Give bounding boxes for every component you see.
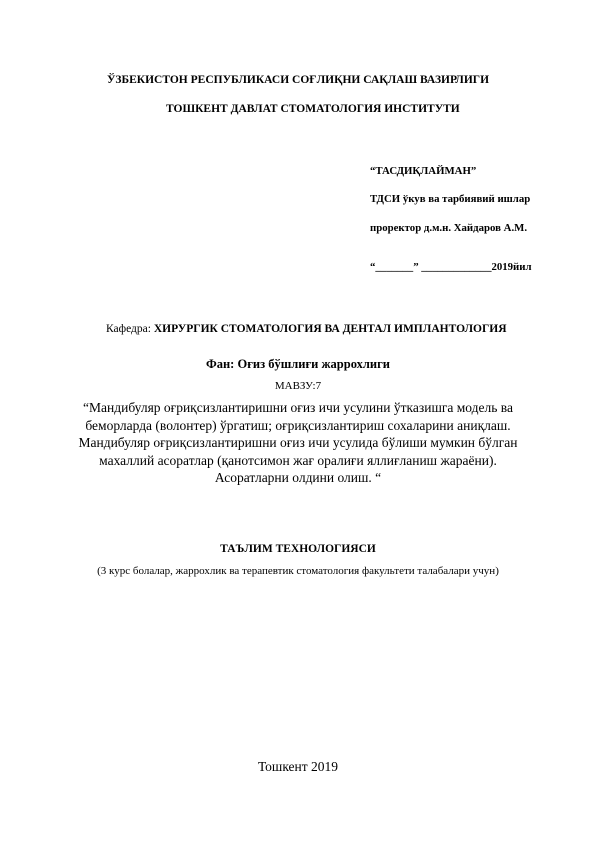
subject-label: Фан: <box>205 357 238 371</box>
approval-position: ТДСИ ўкув ва тарбиявий ишлар <box>370 193 531 205</box>
department-label: Кафедра: <box>106 323 154 335</box>
footer-city-year: Тошкент 2019 <box>257 759 339 774</box>
topic-line: “Мандибуляр оғриқсизлантиришни оғиз ичи усулини ўтказишга модель ва <box>83 400 513 415</box>
topic-number: МАВЗУ:7 <box>274 380 322 392</box>
topic-line: беморларда (волонтер) ўргатиш; оғриқсизлантириш сохаларини аниқлаш. <box>85 417 511 433</box>
technology-audience: (3 курс болалар, жаррохлик ва терапевтик стоматология факультети талабалари учун) <box>97 565 499 577</box>
topic-line: махаллий асоратлар (қанотсимон жағ оралиғи яллиғланиш жараёни). <box>99 452 497 468</box>
institute-heading: ТОШКЕНТ ДАВЛАТ СТОМАТОЛОГИЯ ИНСТИТУТИ <box>166 103 460 115</box>
approval-title: “ТАСДИҚЛАЙМАН” <box>370 165 477 177</box>
topic-line: Асоратларни олдини олиш. “ <box>214 470 382 485</box>
ministry-heading: ЎЗБЕКИСТОН РЕСПУБЛИКАСИ СОҒЛИҚНИ САҚЛАШ ВАЗИРЛИГИ <box>106 74 490 86</box>
technology-title: ТАЪЛИМ ТЕХНОЛОГИЯСИ <box>220 543 376 555</box>
subject-line <box>0 357 596 372</box>
department-name: ХИРУРГИК СТОМАТОЛОГИЯ ВА ДЕНТАЛ ИМПЛАНТОЛОГИЯ <box>153 323 507 335</box>
topic-line: Мандибуляр оғриқсизлантиришни оғиз ичи усулида бўлиши мумкин бўлган <box>78 435 518 450</box>
approval-date-line: “_______” _____________2019йил <box>370 261 532 273</box>
subject-name: Оғиз бўшлиғи жаррохлиги <box>237 357 390 371</box>
topic-text <box>70 399 526 487</box>
department-line <box>106 323 507 335</box>
approval-signatory: проректор д.м.н. Хайдаров А.М. <box>370 222 528 234</box>
